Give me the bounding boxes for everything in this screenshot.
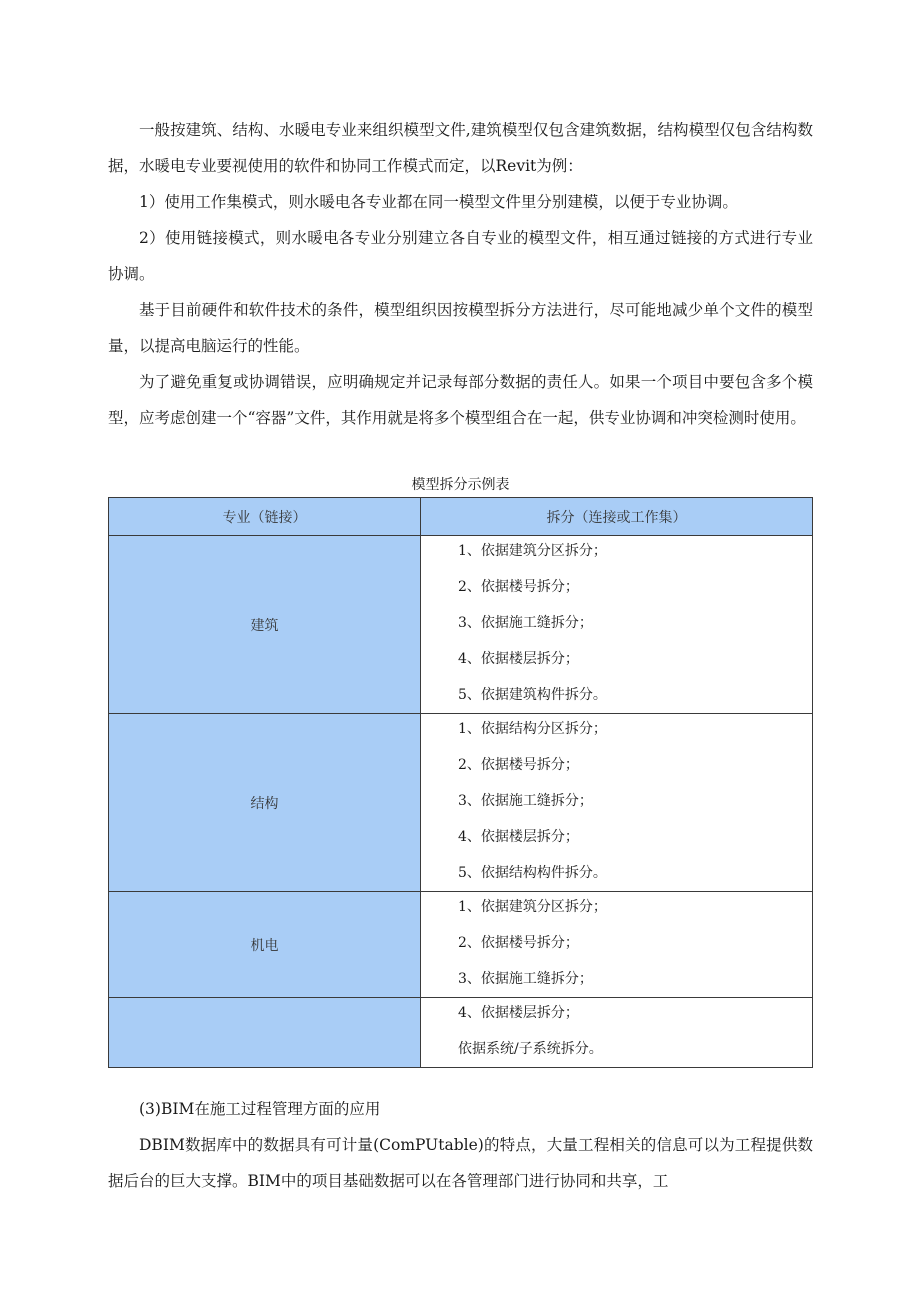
model-split-table: [108, 497, 813, 1068]
paragraph-bim-database: DBIM数据库中的数据具有可计量(ComPUtable)的特点，大量工程相关的信息可以为工程提供数据后台的巨大支撑。BIM中的项目基础数据可以在各管理部门进行协同和共享，工: [108, 1136, 813, 1190]
items-cell: [421, 536, 813, 714]
list-item: 2、依据楼号拆分；: [458, 579, 579, 595]
list-item: 5、依据建筑构件拆分。: [458, 687, 607, 703]
table-row: [109, 892, 813, 998]
items-cell: [421, 892, 813, 998]
paragraph-link-mode: 2）使用链接模式，则水暖电各专业分别建立各自专业的模型文件，相互通过链接的方式进行专业协调。: [108, 229, 813, 283]
paragraph-hardware-conditions: 基于目前硬件和软件技术的条件，模型组织因按模型拆分方法进行，尽可能地减少单个文件的模型量，以提高电脑运行的性能。: [108, 301, 813, 355]
list-item: 1、依据建筑分区拆分；: [458, 899, 607, 915]
items-cell: [421, 714, 813, 892]
table-row: [109, 714, 813, 892]
list-item: 1、依据建筑分区拆分；: [458, 543, 607, 559]
table-header-row: [109, 498, 813, 536]
list-item: 2、依据楼号拆分；: [458, 935, 579, 951]
header-split-method: 拆分（连接或工作集）: [421, 498, 813, 536]
list-item: 3、依据施工缝拆分；: [458, 615, 593, 631]
items-cell: [421, 998, 813, 1068]
list-item: 4、依据楼层拆分；: [458, 1005, 579, 1021]
list-item: 5、依据结构构件拆分。: [458, 865, 607, 881]
list-item: 2、依据楼号拆分；: [458, 757, 579, 773]
list-item: 4、依据楼层拆分；: [458, 651, 579, 667]
header-discipline: 专业（链接）: [109, 498, 421, 536]
section-heading-construction-management: (3)BIM在施工过程管理方面的应用: [139, 1100, 381, 1118]
paragraph-model-organization: 一般按建筑、结构、水暖电专业来组织模型文件,建筑模型仅包含建筑数据，结构模型仅包含结构数据，水暖电专业要视使用的软件和协同工作模式而定，以Revit为例：: [108, 121, 813, 175]
table-caption: 模型拆分示例表: [411, 477, 510, 493]
list-item: 3、依据施工缝拆分；: [458, 793, 593, 809]
table-row: [109, 536, 813, 714]
list-item: 1、依据结构分区拆分；: [458, 721, 607, 737]
category-cell-structure: 结构: [109, 714, 421, 892]
paragraph-responsibility: 为了避免重复或协调错误，应明确规定并记录每部分数据的责任人。如果一个项目中要包含多个模型，应考虑创建一个“容器”文件，其作用就是将多个模型组合在一起，供专业协调和冲突检测时使用。: [108, 373, 813, 427]
list-item: 3、依据施工缝拆分；: [458, 971, 593, 987]
list-item: 依据系统/子系统拆分。: [458, 1041, 603, 1057]
table-row: [109, 998, 813, 1068]
category-cell-empty: [109, 998, 421, 1068]
category-cell-mep: 机电: [109, 892, 421, 998]
category-cell-architecture: 建筑: [109, 536, 421, 714]
paragraph-workset-mode: 1）使用工作集模式，则水暖电各专业都在同一模型文件里分别建模，以便于专业协调。: [139, 193, 738, 211]
list-item: 4、依据楼层拆分；: [458, 829, 579, 845]
